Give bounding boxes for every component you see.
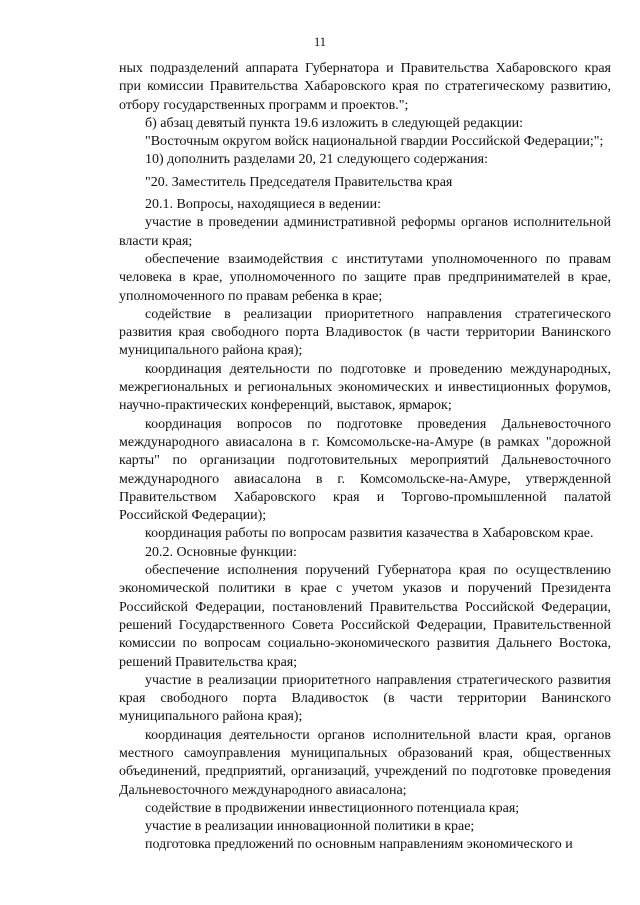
paragraph: "Восточным округом войск национальной гвардии Российской Федерации;"; [145,134,604,150]
paragraph: 10) дополнить разделами 20, 21 следующего содержания: [145,152,488,168]
paragraph: содействие в реализации приоритетного направления стратегического развития края свободного порта Владивосток (в части территории Ванинского муниципального района края); [119,306,611,359]
paragraph: участие в проведении административной реформы органов исполнительной власти края; [119,215,611,249]
paragraph: б) абзац девятый пункта 19.6 изложить в следующей редакции: [145,115,523,131]
paragraph: содействие в продвижении инвестиционного потенциала края; [145,800,520,816]
paragraph: участие в реализации инновационной политики в крае; [145,819,475,835]
paragraph: участие в реализации приоритетного направления стратегического развития края свободного порта Владивосток (в части территории Ванинского муниципального района края); [119,672,611,725]
subsection-heading: 20.1. Вопросы, находящиеся в ведении: [145,197,381,213]
document-body [119,60,611,855]
paragraph: координация деятельности по подготовке и проведению международных, межрегиональных и региональных экономических и инвестиционных форумов, научно-практических конференций, выставок, ярмарок; [119,361,611,414]
paragraph: координация деятельности органов исполнительной власти края, органов местного самоуправления муниципальных образований края, общественных объединений, предприятий, организаций, учреждений по подготовке проведения Дальневосточного международного авиасалона; [119,727,611,798]
paragraph: подготовка предложений по основным направлениям экономического и [145,837,573,853]
paragraph: обеспечение исполнения поручений Губернатора края по осуществлению экономической политики в крае с учетом указов и поручений Президента Российской Федерации, постановлений Правительства Российской Федерации, решений Государственного Совета Российской Федерации, Правительственной комиссии по вопросам социально-экономического развития Дальнего Востока, решений Правительства края; [119,563,611,670]
page-number: 11 [313,35,327,49]
section-heading: "20. Заместитель Председателя Правительства края [145,174,453,190]
paragraph: ных подразделений аппарата Губернатора и Правительства Хабаровского края при комиссии Правительства Хабаровского края по стратегическому развитию, отбору государственных программ и проектов."; [119,61,611,113]
paragraph: координация вопросов по подготовке проведения Дальневосточного международного авиасалона в г. Комсомольске-на-Амуре (в рамках "дорожной карты" по организации подготовительных мероприятий Дальневосточного международного авиасалона в г. Комсомольске-на-Амуре, утвержденной Правительством Хабаровского края и Торгово-промышленной палатой Российской Федерации); [119,416,611,524]
paragraph: координация работы по вопросам развития казачества в Хабаровском крае. [145,526,594,542]
paragraph: обеспечение взаимодействия с институтами уполномоченного по правам человека в крае, уполномоченного по защите прав предпринимателей в крае, уполномоченного по правам ребенка в крае; [119,251,611,304]
subsection-heading: 20.2. Основные функции: [145,544,297,560]
